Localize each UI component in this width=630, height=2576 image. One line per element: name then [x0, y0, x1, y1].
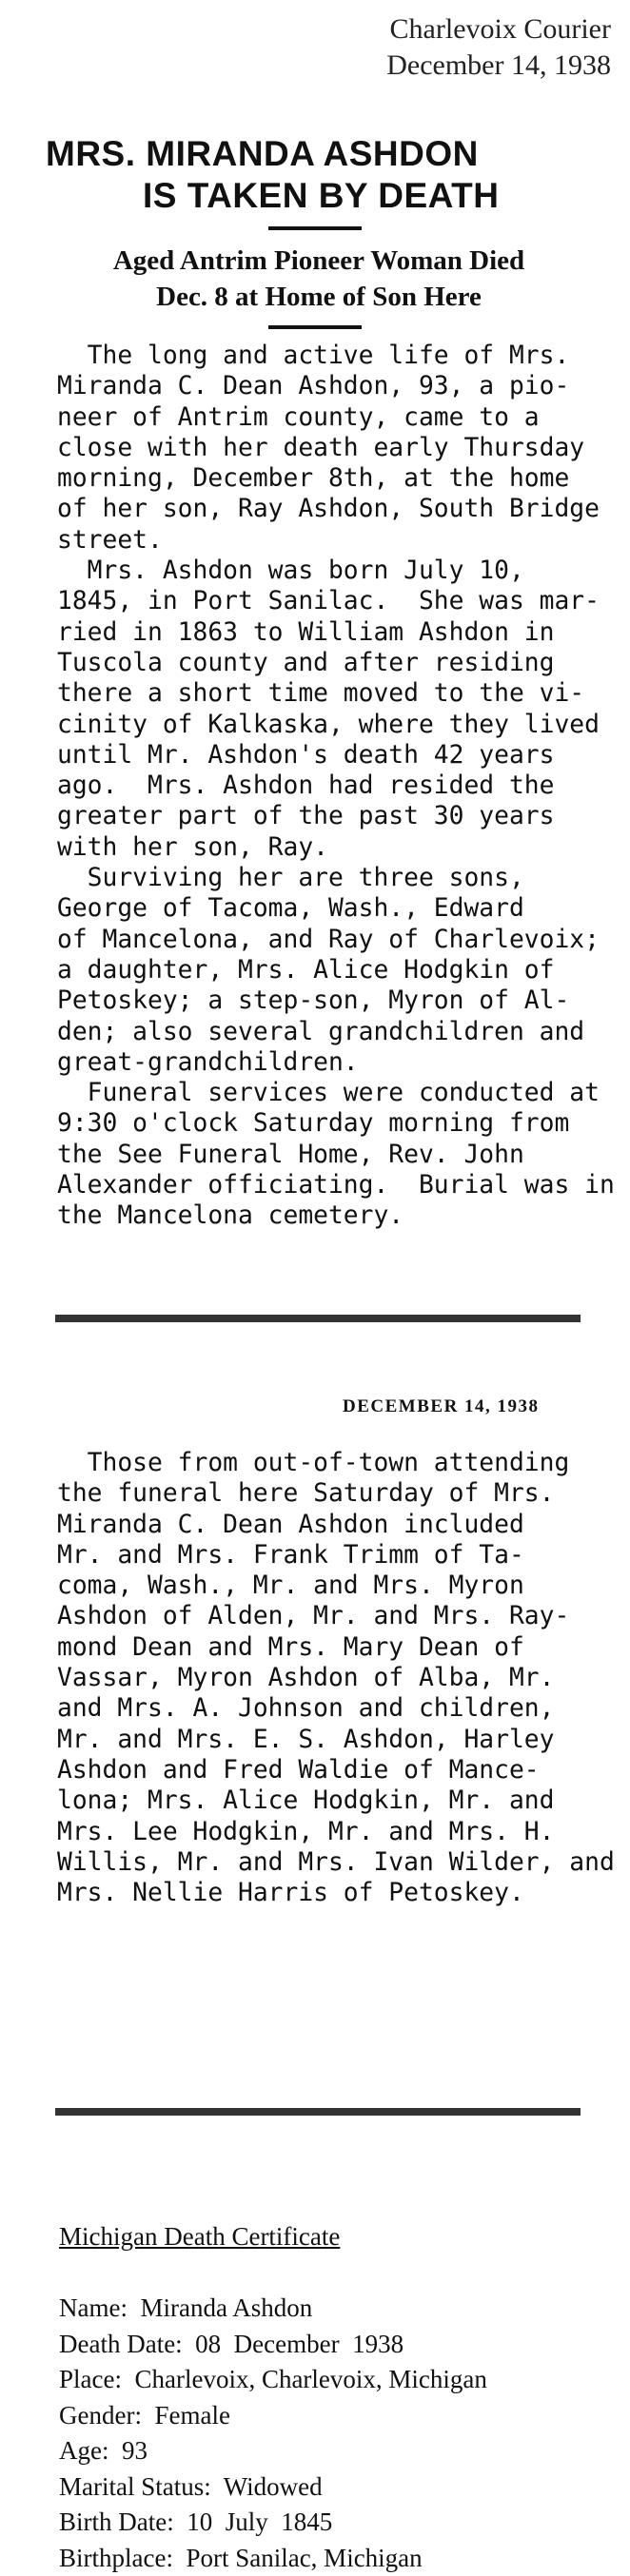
article-line: Miranda C. Dean Ashdon, 93, a pio-	[57, 371, 615, 401]
notice-line: Willis, Mr. and Mrs. Ivan Wilder, and	[57, 1847, 615, 1878]
article-body	[57, 341, 615, 1232]
article-subhead	[48, 243, 590, 315]
certificate-field: Place: Charlevoix, Charlevoix, Michigan	[59, 2362, 487, 2398]
article-line: Alexander officiating. Burial was in	[57, 1170, 615, 1200]
headline-line-2: IS TAKEN BY DEATH	[38, 175, 590, 217]
notice-line: Ashdon of Alden, Mr. and Mrs. Ray-	[57, 1601, 615, 1631]
article-line: greater part of the past 30 years	[57, 801, 615, 831]
article-line: neer of Antrim county, came to a	[57, 402, 615, 433]
article-line: the Mancelona cemetery.	[57, 1200, 615, 1231]
section-divider-1	[55, 1315, 581, 1322]
article-line: close with her death early Thursday	[57, 433, 615, 463]
article-line: cinity of Kalkaska, where they lived	[57, 710, 615, 740]
certificate-field: Gender: Female	[59, 2398, 487, 2434]
death-certificate	[59, 2148, 487, 2576]
article-line: Funeral services were conducted at	[57, 1078, 615, 1108]
subhead-divider	[268, 325, 362, 329]
article-line: Mrs. Ashdon was born July 10,	[57, 556, 615, 586]
notice-line: Mr. and Mrs. E. S. Ashdon, Harley	[57, 1725, 615, 1755]
article-line: ried in 1863 to William Ashdon in	[57, 617, 615, 648]
article-line: with her son, Ray.	[57, 832, 615, 863]
article-line: 9:30 o'clock Saturday morning from	[57, 1108, 615, 1139]
certificate-field: Age: 93	[59, 2433, 487, 2469]
article-line: until Mr. Ashdon's death 42 years	[57, 740, 615, 771]
notice-line: mond Dean and Mrs. Mary Dean of	[57, 1632, 615, 1663]
article-line: a daughter, Mrs. Alice Hodgkin of	[57, 955, 615, 986]
certificate-field: Death Date: 08 December 1938	[59, 2327, 487, 2363]
certificate-title: Michigan Death Certificate	[59, 2219, 487, 2255]
article-line: of Mancelona, and Ray of Charlevoix;	[57, 925, 615, 955]
article-line: The long and active life of Mrs.	[57, 341, 615, 371]
notice-line: lona; Mrs. Alice Hodgkin, Mr. and	[57, 1786, 615, 1816]
notice-line: coma, Wash., Mr. and Mrs. Myron	[57, 1571, 615, 1601]
article-line: den; also several grandchildren and	[57, 1017, 615, 1047]
notice-line: Vassar, Myron Ashdon of Alba, Mr.	[57, 1663, 615, 1693]
notice-line: Miranda C. Dean Ashdon included	[57, 1510, 615, 1540]
notice-line: Mr. and Mrs. Frank Trimm of Ta-	[57, 1540, 615, 1571]
source-citation	[386, 11, 611, 84]
notice-line: Those from out-of-town attending	[57, 1448, 615, 1478]
source-paper: Charlevoix Courier	[386, 11, 611, 48]
article-line: Surviving her are three sons,	[57, 863, 615, 893]
notice-body	[57, 1448, 615, 1908]
section-divider-2	[55, 2108, 581, 2116]
article-line: of her son, Ray Ashdon, South Bridge	[57, 494, 615, 524]
headline-line-1: MRS. MIRANDA ASHDON	[38, 133, 590, 175]
article-line: morning, December 8th, at the home	[57, 463, 615, 494]
source-date: December 14, 1938	[386, 48, 611, 84]
article-line: Petoskey; a step-son, Myron of Al-	[57, 986, 615, 1016]
notice-line: Mrs. Lee Hodgkin, Mr. and Mrs. H.	[57, 1817, 615, 1847]
article-line: Tuscola county and after residing	[57, 648, 615, 678]
notice-line: Ashdon and Fred Waldie of Mance-	[57, 1755, 615, 1786]
subhead-line-2: Dec. 8 at Home of Son Here	[48, 279, 590, 315]
notice-dateline: DECEMBER 14, 1938	[343, 1396, 540, 1417]
notice-line: Mrs. Nellie Harris of Petoskey.	[57, 1878, 615, 1908]
certificate-field: Birth Date: 10 July 1845	[59, 2505, 487, 2541]
article-line: George of Tacoma, Wash., Edward	[57, 893, 615, 924]
article-headline	[38, 133, 590, 217]
headline-divider	[268, 226, 362, 230]
subhead-line-1: Aged Antrim Pioneer Woman Died	[48, 243, 590, 279]
article-line: there a short time moved to the vi-	[57, 678, 615, 709]
article-line: 1845, in Port Sanilac. She was mar-	[57, 586, 615, 616]
certificate-field: Birthplace: Port Sanilac, Michigan	[59, 2541, 487, 2576]
article-line: ago. Mrs. Ashdon had resided the	[57, 771, 615, 801]
certificate-field: Marital Status: Widowed	[59, 2469, 487, 2506]
certificate-field: Name: Miranda Ashdon	[59, 2291, 487, 2327]
notice-line: the funeral here Saturday of Mrs.	[57, 1478, 615, 1509]
article-line: the See Funeral Home, Rev. John	[57, 1140, 615, 1170]
article-line: great-grandchildren.	[57, 1047, 615, 1078]
notice-line: and Mrs. A. Johnson and children,	[57, 1693, 615, 1724]
article-line: street.	[57, 525, 615, 556]
